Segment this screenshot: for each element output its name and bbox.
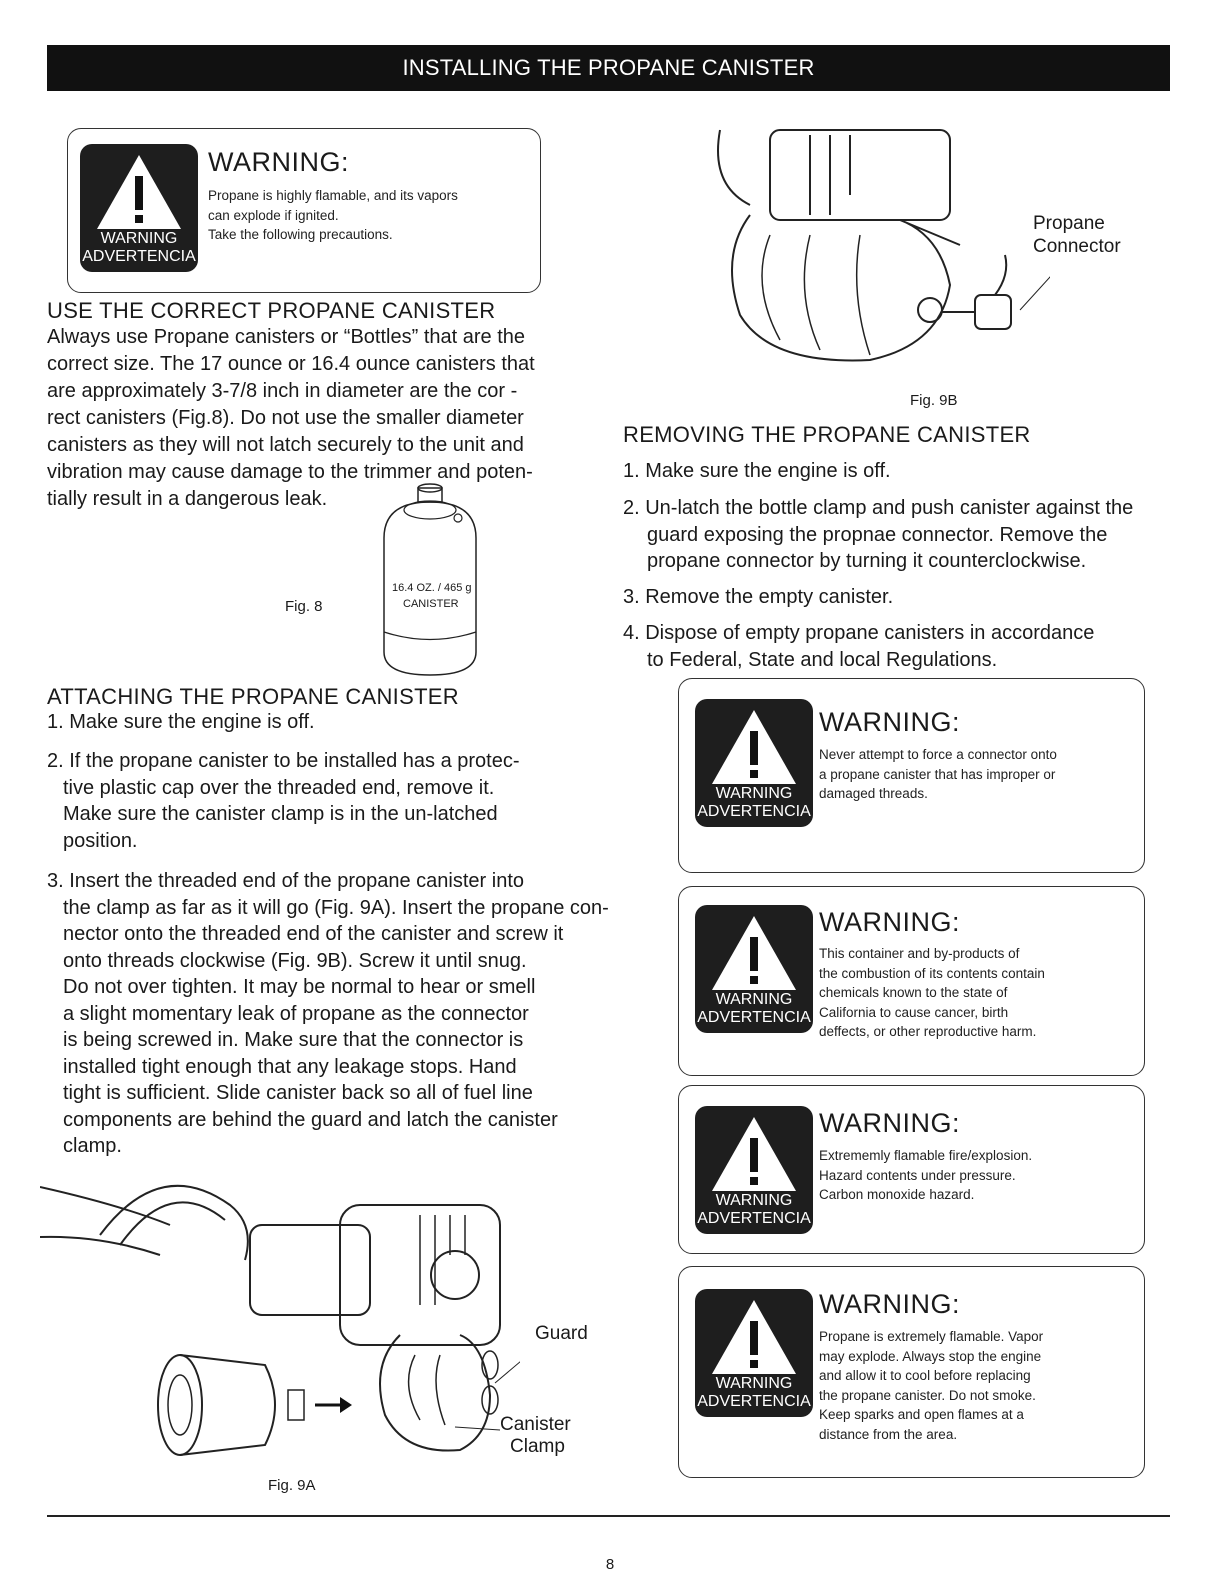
- warning-box-extremely-flammable: [678, 1266, 1145, 1478]
- connector-callout-line2: Connector: [1033, 236, 1121, 257]
- attach-step-2: 2. If the propane canister to be installed has a protec- tive plastic cap over the threaded end, remove it. Make sure the canister clamp is in the un-latched position.: [47, 750, 520, 852]
- warning-body: Extrememly flamable fire/explosion. Hazard contents under pressure. Carbon monoxide hazard.: [819, 1148, 1033, 1202]
- page-number: 8: [605, 1556, 615, 1573]
- warning-label-icon: [80, 144, 198, 272]
- warning-label-icon: WARNING ADVERTENCIA: [695, 699, 813, 827]
- advertencia-icon-text: ADVERTENCIA: [82, 248, 196, 265]
- warning-box-california: [678, 886, 1145, 1076]
- heading-use-correct-canister: USE THE CORRECT PROPANE CANISTER: [47, 298, 496, 323]
- warning-title: WARNING:: [819, 907, 960, 937]
- use-correct-paragraph: Always use Propane canisters or “Bottles” that are the correct size. The 17 ounce or 16.4 ounce canisters that are approximately 3-7/8 inch in diameter are the cor - rect canisters (Fig.8). Do not use the smaller diameter canisters as they will not latch securely to the unit and vibration may cause damage to the trimmer and poten- tially result in a dangerous leak.: [47, 326, 535, 510]
- warning-title: WARNING:: [819, 1108, 960, 1138]
- warning-title: WARNING:: [819, 707, 960, 737]
- canister-label-text: CANISTER: [403, 598, 459, 610]
- warning-box-flammable: [67, 128, 541, 293]
- trimmer-engine-illustration: [40, 1165, 520, 1465]
- warning-title: WARNING:: [819, 1289, 960, 1319]
- warning-box-threads: [678, 678, 1145, 873]
- warning-icon-text: WARNING: [100, 230, 178, 247]
- warning-body: Propane is extremely flamable. Vapor may explode. Always stop the engine and allow it to cool before replacing the propane canister. Do not smoke. Keep sparks and open flames at a distance from the area.: [819, 1329, 1044, 1442]
- guard-callout: Guard: [535, 1323, 588, 1344]
- clamp-callout-line2: Clamp: [510, 1436, 565, 1457]
- warning-title: WARNING:: [208, 147, 349, 177]
- propane-connector-illustration: [710, 125, 1050, 385]
- heading-attaching-canister: ATTACHING THE PROPANE CANISTER: [47, 684, 459, 709]
- clamp-callout-line1: Canister: [500, 1414, 571, 1435]
- attach-step-3: 3. Insert the threaded end of the propane canister into the clamp as far as it will go (Fig. 9A). Insert the propane con- nector onto the threaded end of the canister and screw it onto threads clockwise (Fig. 9B). Screw it until snug. Do not over tighten. It may be normal to hear or smell a slight momentary leak of propane as the connector is being screwed in. Make sure that the connector is installed tight enough that any leakage stops. Hand tight is sufficient. Slide canister back so all of fuel line components are behind the guard and latch the canister clamp.: [47, 870, 609, 1157]
- section-banner: INSTALLING THE PROPANE CANISTER: [47, 45, 1170, 91]
- warning-label-icon: WARNING ADVERTENCIA: [695, 1106, 813, 1234]
- warning-body: Propane is highly flamable, and its vapors can explode if ignited. Take the following precautions.: [208, 188, 458, 242]
- remove-step-2: 2. Un-latch the bottle clamp and push canister against the guard exposing the propnae connector. Remove the propane connector by turning it counterclockwise.: [623, 497, 1134, 572]
- fig8-caption: Fig. 8: [285, 598, 323, 615]
- warning-label-icon: WARNING ADVERTENCIA: [695, 1289, 813, 1417]
- heading-removing-canister: REMOVING THE PROPANE CANISTER: [623, 422, 1031, 447]
- attach-step-1: 1. Make sure the engine is off.: [47, 711, 315, 733]
- canister-label-size: 16.4 OZ. / 465 g: [392, 582, 472, 594]
- connector-callout-line1: Propane: [1033, 213, 1105, 234]
- fig9b-caption: Fig. 9B: [910, 392, 958, 409]
- remove-step-3: 3. Remove the empty canister.: [623, 586, 894, 608]
- remove-step-1: 1. Make sure the engine is off.: [623, 460, 891, 482]
- warning-body: This container and by-products of the combustion of its contents contain chemicals known to the state of California to cause cancer, birth deffects, or other reproductive harm.: [819, 946, 1045, 1039]
- footer-rule: [47, 1515, 1170, 1517]
- fig9a-caption: Fig. 9A: [268, 1477, 316, 1494]
- remove-step-4: 4. Dispose of empty propane canisters in accordance to Federal, State and local Regulations.: [623, 622, 1095, 671]
- warning-label-icon: WARNING ADVERTENCIA: [695, 905, 813, 1033]
- warning-box-fire-explosion: [678, 1085, 1145, 1254]
- propane-canister-illustration: [370, 482, 490, 678]
- warning-body: Never attempt to force a connector onto a propane canister that has improper or damaged threads.: [819, 747, 1057, 801]
